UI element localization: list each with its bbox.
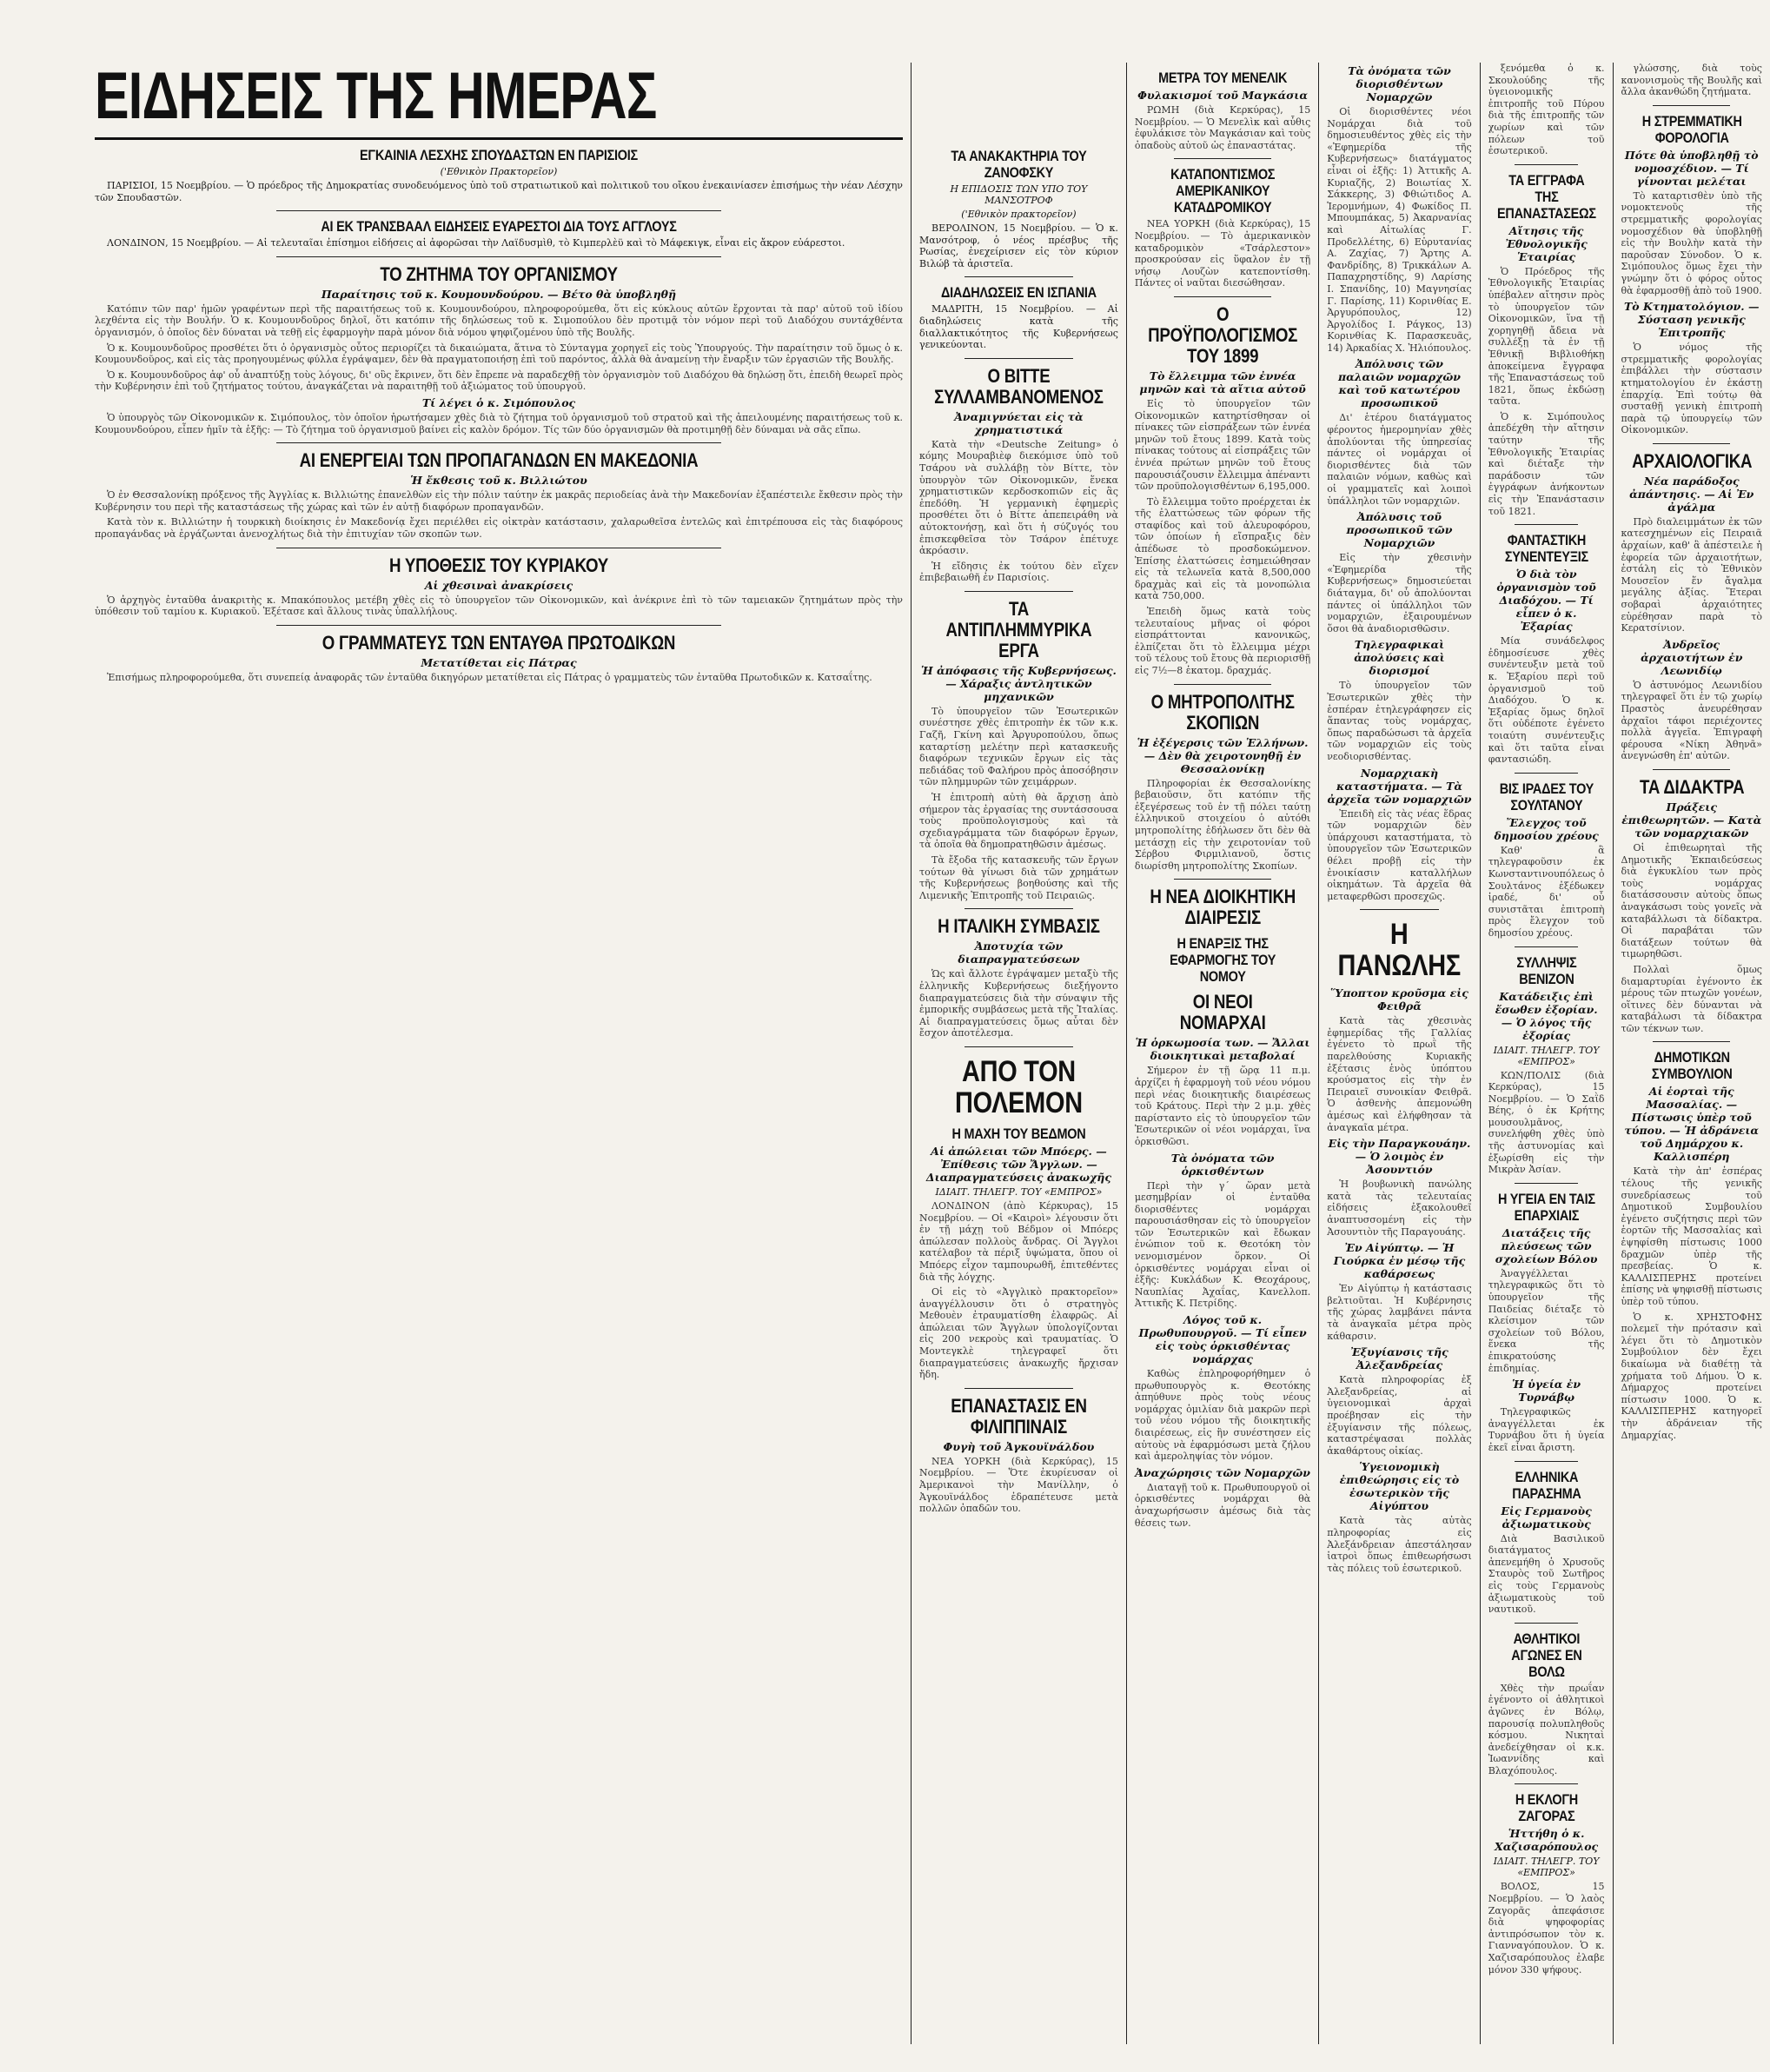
headline: Η ΜΑΧΗ ΤΟΥ ΒΕΔΜΟΝ: [951, 1125, 1086, 1142]
subheadline: Ἡ ἐξέγερσις τῶν Ἑλλήνων. — Δὲν θὰ χειροτονηθῇ ἐν Θεσσαλονίκῃ: [1137, 735, 1309, 775]
headline: ΑΠΟ ΤΟΝ ΠΟΛΕΜΟΝ: [955, 1054, 1083, 1119]
article-text: Ἡ εἴδησις ἐκ τούτου δὲν εἴχεν ἐπιβεβαιωθῆ ἐν Παρισίοις.: [919, 560, 1118, 584]
column-2: [912, 63, 1127, 2044]
column-3: [1127, 63, 1319, 2044]
headline: Ο ΜΗΤΡΟΠΟΛΙΤΗΣ ΣΚΟΠΙΩΝ: [1150, 690, 1295, 734]
article-text: Τὸ ὑπουργεῖον τῶν Ἐσωτερικῶν συνέστησε χθὲς ἐπιτροπὴν ἐκ τῶν κ.κ. Γαζῆ, Γκίνη καὶ Ἀργυροπούλου, ὅπως καταρτίσῃ μελέτην περὶ κατασκευῆς διαφόρων τεχνικῶν ἔργων εἰς τὰς πεδιάδας τοῦ Φαλήρου πρὸς ἀποσόβησιν τῶν πλημμυρῶν τῶν χειμάρρων.: [919, 705, 1118, 788]
subheadline: Ἡ ἀπόφασις τῆς Κυβερνήσεως. — Χάραξις ἀντλητικῶν μηχανικῶν: [920, 663, 1117, 703]
article-text: Ὁ κ. Κουμουνδοῦρος προσθέτει ὅτι ὁ ὀργανισμὸς οὗτος περιορίζει τὰ δικαιώματα, ἅτινα τὸ Σύνταγμα χορηγεῖ εἰς τοὺς Ὑπουργούς. Τὴν παραίτησιν τοῦ ὅμως ὁ κ. Κουμουνδοῦρος, καὶ εἰς τὰς προηγουμένως φύλλα ἐγράψαμεν, δὲν θὰ πραγματοποιήσῃ ἐπὶ τοῦ παρόντος, ἀλλὰ θὰ ἀναμείνῃ τὴν ἔναρξιν τῶν ἐργασιῶν τῆς Βουλῆς.: [95, 342, 903, 366]
divider: [1174, 879, 1270, 880]
article-text: γλώσσης, διὰ τοὺς κανονισμοὺς τῆς Βουλῆς καὶ ἄλλα ἀκανθώδη ζητήματα.: [1621, 63, 1762, 98]
subheadline: Φυλακισμοί τοῦ Μαγκάσια: [1137, 89, 1308, 102]
dispatch: ΛΟΝΔΙΝΟΝ, 15 Νοεμβρίου. — Αἱ τελευταῖαι ἐπίσημοι εἰδήσεις αἱ ἀφορῶσαι τὴν Λαϊδυσμὶθ, τὸ Κιμπερλὲϋ καὶ τὸ Μάφεκιγκ, εἶναι εἰς ἄκρον εὐάρεστοι.: [107, 237, 845, 249]
article-text: Διὰ Βασιλικοῦ διατάγματος ἀπενεμήθη ὁ Χρυσοῦς Σταυρὸς τοῦ Σωτῆρος εἰς τοὺς Γερμανοὺς ἀξιωματικοὺς τοῦ ναυτικοῦ.: [1488, 1532, 1605, 1616]
article-text: Κατὰ τὸν κ. Βιλλιώτην ἡ τουρκικὴ διοίκησις ἐν Μακεδονίᾳ ἔχει περιέλθει εἰς οἰκτρὰν κατάστασιν, χαλαρωθεῖσα ἐντελῶς καὶ ἐπιτρέπουσα εἰς τὰς διαφόρους προπαγάνδας νὰ ἐργάζωνται ἀνενοχλήτως διὰ τὴν ἐπιτυχίαν τῶν σκοπῶν των.: [95, 516, 903, 540]
divider: [1515, 1783, 1579, 1784]
divider: [1515, 1461, 1579, 1462]
subheadline: Αἱ ἑορταὶ τῆς Μασσαλίας. — Πίστωσις ὑπὲρ τοῦ τύπου. — Ἡ ἀδράνεια τοῦ Δημάρχου κ. Καλλισπέρη: [1624, 1085, 1760, 1164]
article-text: Τὸ ἔλλειμμα τοῦτο προέρχεται ἐκ τῆς ἐλαττώσεως τῶν φόρων τῆς σταφίδος καὶ τοῦ ἀλευροφόρου, τῶν ὁποίων ἡ εἴσπραξις δὲν ἀπέδωσε τὸ προσδοκώμενον. Ἐπίσης ἐλαττώσεις ἐσημειώθησαν εἰς τὰ τελωνεῖα κατὰ 8,500,000 δραχμὰς καὶ εἰς τὰ μονοπώλια κατὰ 750,000.: [1134, 495, 1311, 602]
subheadline: Ἡ ὑγεία ἐν Τυρνάβῳ: [1512, 1378, 1581, 1405]
divider: [1515, 164, 1579, 165]
subheadline: Πράξεις ἐπιθεωρητῶν. — Κατὰ τῶν νομαρχιακῶν: [1621, 800, 1762, 840]
article-text: Οἱ διορισθέντες νέοι Νομάρχαι διὰ τοῦ δημοσιευθέντος χθὲς εἰς τὴν «Ἐφημερίδα τῆς Κυβερνήσεως» διατάγματος εἶναι οἱ ἑξῆς: 1) Ἀττικῆς Α. Κυριαζῆς, 2) Βοιωτίας Χ. Σάκκερης, 3) Φθιώτιδος Α. Ἱερομνήμων, 4) Φωκίδος Π. Μπουμπάκας, 5) Ἀκαρνανίας καὶ Αἰτωλίας Γ. Προδελλέτης, 6) Εὐρυτανίας Α. Ζαχίας, 7) Ἄρτης Α. Φανδρίδης, 8) Τρικκάλων Α. Παπαχρηστίδης, 9) Λαρίσης Ι. Σπανίδης, 10) Μαγνησίας Γ. Παρίσης, 11) Κορινθίας Ε. Ἀργυρόπουλος, 12) Ἀργολίδος Ι. Ράγκος, 13) Κορινθίας Κ. Παρασκευᾶς, 14) Ἀρκαδίας Χ. Ἠλιόπουλος.: [1327, 106, 1472, 354]
article-text: Καθ' ἃ τηλεγραφοῦσιν ἐκ Κωνσταντινουπόλεως ὁ Σουλτάνος ἐξέδωκεν ἰραδέ, δι' οὗ συνιστᾶται ἐπιτροπὴ πρὸς ἔλεγχον τοῦ δημοσίου χρέους.: [1488, 844, 1605, 939]
subheadline: Τί λέγει ὁ κ. Σιμόπουλος: [421, 395, 576, 409]
headline: ΑΘΛΗΤΙΚΟΙ ΑΓΩΝΕΣ ΕΝ ΒΟΛΩ: [1510, 1630, 1582, 1680]
article-text: Χθὲς τὴν πρωΐαν ἐγένοντο οἱ ἀθλητικοὶ ἀγῶνες ἐν Βόλῳ, παρουσίᾳ πολυπληθοῦς κόσμου. Νικηταὶ ἀνεδείχθησαν οἱ κ.κ. Ἰωαννίδης καὶ Βλαχόπουλος.: [1488, 1682, 1605, 1776]
headline: ΤΟ ΖΗΤΗΜΑ ΤΟΥ ΟΡΓΑΝΙΣΜΟΥ: [380, 262, 618, 285]
article-text: Ὁ νόμος τῆς στρεμματικῆς φορολογίας ἐπιβάλλει τὴν σύστασιν κτηματολογίου ἐν ἑκάστῃ ἐπαρχίᾳ. Ἐπὶ τούτῳ θὰ συσταθῇ γενικὴ ἐπιτροπὴ παρὰ τῷ ὑπουργείῳ τῶν Οἰκονομικῶν.: [1621, 342, 1762, 436]
divider: [276, 442, 721, 443]
headline: ΑΙ ΕΝΕΡΓΕΙΑΙ ΤΩΝ ΠΡΟΠΑΓΑΝΔΩΝ ΕΝ ΜΑΚΕΔΟΝΙΑ: [299, 449, 699, 472]
subheadline: Ἡττήθη ὁ κ. Χαζισαρόπουλος: [1495, 1827, 1599, 1854]
article-text: Κατὰ τὰς χθεσινὰς ἐφημερίδας τῆς Γαλλίας ἐγένετο τὸ πρωῒ τῆς παρελθούσης Κυριακῆς ἐξέτασις ἑνὸς ὑπόπτου κρούσματος εἰς τὴν ἐν Πειραιεῖ συνοικίαν Φειθρᾶ. Ὁ ἀσθενὴς ἀπεμονώθη ἀμέσως καὶ ἐλήφθησαν τὰ ἀναγκαῖα μέτρα.: [1327, 1015, 1472, 1133]
headline: Η ΥΠΟΘΕΣΙΣ ΤΟΥ ΚΥΡΙΑΚΟΥ: [389, 554, 608, 576]
subheadline: Ἀνδρεῖος ἀρχαιοτήτων ἐν Λεωνιδίῳ: [1641, 637, 1743, 677]
article-text: ΛΟΝΔΙΝΟΝ (ἀπὸ Κέρκυρας), 15 Νοεμβρίου. — Οἱ «Καιροὶ» λέγουσιν ὅτι ἐν τῇ μάχῃ τοῦ Βέδμον οἱ Μπόερς ἀπώλεσαν πολλοὺς ἄνδρας. Οἱ Ἄγγλοι κατέλαβον τὰ πέριξ ὑψώματα, ὅπου οἱ Μπόερς εἶχον ταμπουρωθῆ, ἐπιτεθέντες διὰ τῆς λόγχης.: [919, 1199, 1118, 1283]
column-1: [87, 59, 912, 2044]
article-text: Ἡ βουβωνικὴ πανώλης κατὰ τὰς τελευταίας εἰδήσεις ἐξακολουθεῖ ἀναπτυσσομένη εἰς τὴν Ἀσουντιὸν τῆς Παραγουάης.: [1327, 1179, 1472, 1238]
divider: [1515, 1183, 1579, 1184]
article-text: ΝΕΑ ΥΟΡΚΗ (διὰ Κερκύρας), 15 Νοεμβρίου. — Ὅτε ἐκυρίευσαν οἱ Ἀμερικανοὶ τὴν Μανίλλην, ὁ Ἀγκουϊνάλδος ἐδραπέτευσε μετὰ πολλῶν ὀπαδῶν του.: [919, 1455, 1118, 1515]
article-text: ΝΕΑ ΥΟΡΚΗ (διὰ Κερκύρας), 15 Νοεμβρίου. — Τὸ ἀμερικανικὸν καταδρομικὸν «Τσάρλεστον» προσκρούσαν εἰς ὕφαλον ἐν τῇ νήσῳ Λουζὼν κατεποντίσθη. Πάντες οἱ ναῦται διεσώθησαν.: [1134, 218, 1311, 289]
subheadline: Τὸ ἔλλειμμα τῶν ἐννέα μηνῶν καὶ τὰ αἴτια αὐτοῦ: [1139, 369, 1306, 395]
subheadline: Αἱ χθεσιναὶ ἀνακρίσεις: [424, 578, 573, 592]
subheadline: Τὰ ὀνόματα τῶν ὁρκισθέντων: [1170, 1151, 1275, 1178]
subheadline: Ἀναμιγνύεται εἰς τὰ χρηματιστικά: [954, 409, 1084, 436]
headline: ΕΛΛΗΝΙΚΑ ΠΑΡΑΣΗΜΑ: [1511, 1468, 1581, 1502]
subheadline: Ὑγειονομικὴ ἐπιθεώρησις εἰς τὸ ἐσωτερικὸν τῆς Αἰγύπτου: [1339, 1460, 1460, 1513]
headline: Η ΠΑΝΩΛΗΣ: [1337, 918, 1462, 983]
column-5: [1481, 63, 1614, 2044]
column-6: [1614, 63, 1770, 2044]
headline: ΕΠΑΝΑΣΤΑΣΙΣ ΕΝ ΦΙΛΙΠΠΙΝΑΙΣ: [951, 1394, 1087, 1438]
article-text: Ὁ κ. ΧΡΗΣΤΟΦΗΣ πολεμεῖ τὴν πρότασιν καὶ λέγει ὅτι τὸ Δημοτικὸν Συμβούλιον δὲν ἔχει δικαίωμα νὰ διαθέτῃ τὰ χρήματα τοῦ Δήμου. Ὁ κ. Δήμαρχος προτείνει πίστωσιν 1000. Ὁ κ. ΚΑΛΛΙΣΠΕΡΗΣ κατηγορεῖ τὴν ἀδράνειαν τῆς Δημαρχίας.: [1621, 1311, 1762, 1441]
source-line: ('Εθνικὸν πρακτορεῖον): [961, 209, 1077, 220]
subheadline: Κατάδειξις ἐπὶ ἔσωθεν ἐξορίαν. — Ὁ λόγος τῆς ἐξορίας: [1495, 989, 1598, 1042]
article-text: Περὶ τὴν γ΄ ὥραν μετὰ μεσημβρίαν οἱ ἐνταῦθα διορισθέντες νομάρχαι παρουσιάσθησαν εἰς τὸ ὑπουργεῖον τῶν Ἐσωτερικῶν καὶ ἔδωκαν ἐνώπιον τοῦ κ. Θεοτόκη τὸν νενομισμένον ὅρκον. Οἱ ὁρκισθέντες νομάρχαι εἶναι οἱ ἑξῆς: Κυκλάδων Κ. Θεοχάρους, Ναυπλίας Ἀχαΐας, Κανελλοπ. Ἀττικῆς Κ. Πετρίδης.: [1134, 1179, 1311, 1310]
subheadline: Μετατίθεται εἰς Πάτρας: [421, 655, 577, 669]
column-4: [1319, 63, 1480, 2044]
article-text: Σήμερον ἐν τῇ ὥρᾳ 11 π.μ. ἀρχίζει ἡ ἐφαρμογὴ τοῦ νέου νόμου περὶ νέας διοικητικῆς διαιρέσεως τοῦ Κράτους. Περὶ τὴν 2 μ.μ. χθὲς παρίσταντο εἰς τὸ ὑπουργεῖον τῶν Ἐσωτερικῶν οἱ νέοι νομάρχαι, ἵνα ὁρκισθῶσι.: [1134, 1065, 1311, 1147]
headline: Η ΣΤΡΕΜΜΑΤΙΚΗ ΦΟΡΟΛΟΓΙΑ: [1641, 112, 1742, 146]
divider: [276, 625, 721, 626]
dispatch: ΠΑΡΙΣΙΟΙ, 15 Νοεμβρίου. — Ὁ πρόεδρος τῆς Δημοκρατίας συνοδευόμενος ὑπὸ τοῦ στρατιωτικοῦ καὶ πολιτικοῦ του οἴκου ἐνεκαινίασεν ἐπισήμως τὴν νέαν Λέσχην τῶν Σπουδαστῶν.: [95, 180, 903, 203]
subheadline: Πότε θὰ ὑποβληθῇ τὸ νομοσχέδιον. — Τί γίνονται μελέται: [1624, 148, 1759, 188]
article-text: ΒΟΛΟΣ, 15 Νοεμβρίου. — Ὁ λαὸς Ζαγορᾶς ἀπεφάσισε διὰ ψηφοφορίας ἀντιπρόσωπον τὸν κ. Γιανναγόπουλον. Ὁ κ. Χαζισαρόπουλος ἐλαβε μόνον 330 ψήφους.: [1488, 1881, 1605, 1976]
headline: Ο ΓΡΑΜΜΑΤΕΥΣ ΤΩΝ ΕΝΤΑΥΘΑ ΠΡΩΤΟΔΙΚΩΝ: [322, 631, 676, 654]
divider: [965, 276, 1074, 277]
divider: [1360, 909, 1440, 910]
article-text: Δι' ἑτέρου διατάγματος φέροντος ἡμερομηνίαν χθὲς ἀπολύονται τῆς ὑπηρεσίας πάντες οἱ νομάρχαι οἱ διορισθέντες διὰ τῶν παλαιῶν νόμων, καθὼς καὶ οἱ γραμματεῖς καὶ λοιποὶ ὑπάλληλοι τῶν νομαρχιῶν.: [1327, 412, 1472, 507]
dispatch: ΜΑΔΡΙΤΗ, 15 Νοεμβρίου. — Αἱ διαδηλώσεις κατὰ τῆς διαλλακτικότητος τῆς Κυβερνήσεως γενικεύονται.: [919, 303, 1118, 351]
article-text: Ὁ ὑπουργὸς τῶν Οἰκονομικῶν κ. Σιμόπουλος, τὸν ὁποῖον ἠρωτήσαμεν χθὲς διὰ τὸ ζήτημα τοῦ ὀργανισμοῦ τοῦ στρατοῦ καὶ τῆς ἀπειλουμένης παραιτήσεως τοῦ κ. Κουμουνδούρου, εἶπεν ἡμῖν τὰ ἑξῆς: — Τὸ ζήτημα τοῦ ὀργανισμοῦ βαίνει εἰς καλὸν δρόμον. Τίς τῶν δύο ὀργανισμῶν θὰ προτιμηθῇ δὲν δύναμαι νὰ σᾶς εἴπω.: [95, 411, 903, 435]
subheadline: Διατάξεις τῆς πλεύσεως τῶν σχολείων Βόλου: [1495, 1225, 1598, 1265]
subheadline: Λόγος τοῦ κ. Πρωθυπουργοῦ. — Τί εἶπεν εἰς τοὺς ὁρκισθέντας νομάρχας: [1138, 1313, 1307, 1366]
divider: [1515, 946, 1579, 947]
divider: [965, 591, 1074, 592]
headline: ΕΓΚΑΙΝΙΑ ΛΕΣΧΗΣ ΣΠΟΥΔΑΣΤΩΝ ΕΝ ΠΑΡΙΣΙΟΙΣ: [360, 147, 638, 163]
headline: ΔΗΜΟΤΙΚΩΝ ΣΥΜΒΟΥΛΙΟΝ: [1651, 1049, 1733, 1083]
headline: Ο ΒΙΤΤΕ ΣΥΛΛΑΜΒΑΝΟΜΕΝΟΣ: [934, 364, 1104, 408]
article-text: Ἐπειδὴ εἰς τὰς νέας ἕδρας τῶν νομαρχιῶν δὲν ὑπάρχουσι καταστήματα, τὸ ὑπουργεῖον τῶν Ἐσωτερικῶν θέλει προβῇ εἰς τὴν ἐνοικίασιν καταλλήλων οἰκημάτων. Τὰ ἀρχεῖα θὰ μεταφερθῶσι προσεχῶς.: [1327, 807, 1472, 902]
divider: [1515, 773, 1579, 774]
headline: Η ΕΝΑΡΞΙΣ ΤΗΣ ΕΦΑΡΜΟΓΗΣ ΤΟΥ ΝΟΜΟΥ: [1170, 935, 1276, 986]
divider: [276, 256, 721, 257]
subheadline: Παραίτησις τοῦ κ. Κουμουνδούρου. — Βέτο θὰ ὑποβληθῇ: [321, 287, 677, 301]
divider: [965, 908, 1074, 909]
subheadline: Τηλεγραφικαὶ ἀπολύσεις καὶ διορισμοί: [1354, 638, 1445, 678]
subheadline: Αἴτησις τῆς Ἐθνολογικῆς Ἑταιρίας: [1505, 223, 1588, 263]
headline: Η ΝΕΑ ΔΙΟΙΚΗΤΙΚΗ ΔΙΑΙΡΕΣΙΣ: [1150, 886, 1296, 929]
article-text: Ἀναγγέλλεται τηλεγραφικῶς ὅτι τὸ ὑπουργεῖον τῆς Παιδείας διέταξε τὸ κλείσιμον τῶν σχολείων τοῦ Βόλου, ἕνεκα τῆς ἐπικρατούσης ἐπιδημίας.: [1488, 1267, 1605, 1374]
masthead-spacer: [919, 63, 1118, 141]
divider: [1174, 684, 1270, 685]
article-text: Ὁ ἐν Θεσσαλονίκῃ πρόξενος τῆς Ἀγγλίας κ. Βιλλιώτης ἐπανελθὼν εἰς τὴν πόλιν ταύτην ἐκ μακρᾶς περιοδείας ἀνὰ τὴν Μακεδονίαν ἐξαπέστειλε ἔκθεσιν πρὸς τὴν Κυβέρνησιν του περὶ τῆς καταστάσεως τῆς χώρας καὶ τῶν ἐν αὐτῇ διαφόρων προπαγανδῶν.: [95, 489, 903, 513]
divider: [276, 210, 721, 211]
article-text: Ἐπειδὴ ὅμως κατὰ τοὺς τελευταίους μῆνας οἱ φόροι εἰσπράττονται κανονικῶς, ἐλπίζεται ὅτι τὸ ἔλλειμμα μέχρι τοῦ τέλους τοῦ ἔτους θὰ περιορισθῇ εἰς 7½—8 ἑκατομ. δραχμάς.: [1134, 606, 1311, 676]
masthead-title: ΕΙΔΗΣΕΙΣ ΤΗΣ ΗΜΕΡΑΣ: [95, 59, 657, 133]
divider: [965, 358, 1074, 359]
article-text: Εἰς τὴν χθεσινὴν «Ἐφημερίδα τῆς Κυβερνήσεως» δημοσιεύεται διάταγμα, δι' οὗ ἀπολύονται πάντες οἱ ὑπάλληλοι τῶν νομαρχιῶν, ἐξαιρουμένων ὅσοι θὰ ἀναδιορισθῶσιν.: [1327, 552, 1472, 634]
headline: Η ΙΤΑΛΙΚΗ ΣΥΜΒΑΣΙΣ: [938, 915, 1100, 938]
source-line: ('Εθνικὸν Πρακτορεῖον): [440, 166, 558, 177]
divider: [1653, 443, 1730, 444]
article-text: Οἱ εἰς τὸ «Ἀγγλικὸ πρακτορεῖον» ἀναγγέλλουσιν ὅτι ὁ στρατηγὸς Μεθουὲν ἐτραυματίσθη ἐλαφρῶς. Αἱ ἀπώλειαι τῶν Ἄγγλων ὑπολογίζονται εἰς 200 νεκροὺς καὶ τραυματίας. Ὁ Μοντεγκλὲ τηλεγραφεῖ ὅτι διαπραγματεύσεις ἀνακωχῆς ἤρχισαν ἤδη.: [919, 1286, 1118, 1381]
subheadline: Ἡ ἔκθεσις τοῦ κ. Βιλλιώτου: [410, 474, 587, 488]
headline: Η ΥΓΕΙΑ ΕΝ ΤΑΙΣ ΕΠΑΡΧΙΑΙΣ: [1497, 1190, 1595, 1224]
article-text: Ὁ ἀρχηγὸς ἐνταῦθα ἀνακριτὴς κ. Μπακόπουλος μετέβη χθὲς εἰς τὸ ὑπουργεῖον τῶν Οἰκονομικῶν, καὶ ἀνέκρινε ἐπὶ τὸ τῶν ταμειακῶν ζητημάτων πρὸς τὴν ὑπόθεσιν τοῦ ταμίου κ. Κυριακοῦ. Ἐξέτασε καὶ ἄλλους τινὰς ὑπαλλήλους.: [95, 594, 903, 618]
divider: [1174, 158, 1270, 159]
divider: [965, 1388, 1074, 1389]
headline: ΜΕΤΡΑ ΤΟΥ ΜΕΝΕΛΙΚ: [1158, 70, 1288, 86]
headline: ΤΑ ΕΓΓΡΑΦΑ ΤΗΣ ΕΠΑΝΑΣΤΑΣΕΩΣ: [1496, 171, 1596, 222]
subheadline: Ἐξυγίανσις τῆς Ἀλεξανδρείας: [1350, 1345, 1448, 1372]
article-text: Πολλαὶ ὅμως διαμαρτυρίαι ἐγένοντο ἐκ μέρους τῶν πτωχῶν γονέων, οἵτινες δὲν δύνανται νὰ καταβάλωσι τὰ δίδακτρα τῶν τέκνων των.: [1621, 963, 1762, 1034]
article-text: Ὁ ἀστυνόμος Λεωνιδίου τηλεγραφεῖ ὅτι ἐν τῷ χωρίῳ Πραστὸς ἀνευρέθησαν ἀρχαῖοι τάφοι περιέχοντες πολλὰ ἀγγεῖα. Ἐπιγραφὴ φέρουσα «Νίκη Ἀθηνᾶ» ἀνεγνώσθη ἐπ' αὐτῶν.: [1621, 679, 1762, 762]
subheadline: Εἰς Γερμανοὺς ἀξιωματικοὺς: [1501, 1504, 1592, 1531]
divider: [1653, 769, 1730, 770]
subheadline: Νομαρχιακὴ καταστήματα. — Τὰ ἀρχεῖα τῶν νομαρχιῶν: [1327, 766, 1472, 806]
dispatch: ΒΕΡΟΛΙΝΟΝ, 15 Νοεμβρίου. — Ὁ κ. Μανσότροφ, ὁ νέος πρέσβυς τῆς Ρωσίας, ἐνεχείρισεν εἰς τὸν κύριον Βιλώβ τὰ ἀριστεῖα.: [919, 222, 1118, 269]
headline: ΤΑ ΑΝΤΙΠΛΗΜΜΥΡΙΚΑ ΕΡΓΑ: [945, 597, 1092, 661]
article-text: Πρὸ διαλειμμάτων ἐκ τῶν κατεσχημένων εἰς Πειραιᾶ ἀρχαίων, καθ' ἃ ἀπέστειλε ἡ ἐφορεία τῶν ἀρχαιοτήτων, ἐστάλη εἰς τὸ Ἐθνικὸν Μουσεῖον ἕν ἄγαλμα μεγάλης ἀξίας. Ἕτεραι σοβαραὶ ἀρχαιότητες εὑρέθησαν παρὰ τὸ Κερατσίνιον.: [1621, 515, 1762, 634]
article-text: Ἐν Αἰγύπτῳ ἡ κατάστασις βελτιοῦται. Ἡ Κυβέρνησις τῆς χώρας λαμβάνει πάντα τὰ ἀναγκαῖα μέτρα πρὸς κάθαρσιν.: [1327, 1283, 1472, 1342]
headline: ΒΙΣ ΙΡΑΔΕΣ ΤΟΥ ΣΟΥΛΤΑΝΟΥ: [1499, 780, 1594, 814]
columns: [87, 59, 1762, 2044]
subheadline: Εἰς τὴν Παραγκουάην. — Ὁ λοιμὸς ἐν Ἀσουντιόν: [1328, 1137, 1471, 1177]
article-text: Οἱ ἐπιθεωρηταὶ τῆς Δημοτικῆς Ἐκπαιδεύσεως διὰ ἐγκυκλίου των πρὸς τοὺς νομάρχας διατάσσουσιν αὐτοὺς ὅπως ἀναγκάσωσι τοὺς γονεῖς νὰ καταβάλλωσι τὰ δίδακτρα. Οἱ παραβάται τῶν διατάξεων τούτων θὰ τιμωρηθῶσι.: [1621, 841, 1762, 960]
article-text: Κατὰ τὴν ἀπ' ἑσπέρας τέλους τῆς γενικῆς συνεδρίασεως τοῦ Δημοτικοῦ Συμβουλίου ἐγένετο συζήτησις περὶ τῶν ἑορτῶν τῆς Μασσαλίας καὶ ἐψηφίσθη πίστωσις 1000 δραχμῶν ὑπὲρ τῆς πρεσβείας. Ὁ κ. ΚΑΛΛΙΣΠΕΡΗΣ προτείνει ἐπίσης νὰ ψηφισθῇ πίστωσις ὑπὲρ τοῦ τύπου.: [1621, 1166, 1762, 1307]
subheadline: Ὁ διὰ τὸν ὀργανισμὸν τοῦ Διαδόχου. — Τί εἶπεν ὁ κ. Ἐξαρίας: [1496, 568, 1596, 634]
source-line: ΙΔΙΑΙΤ. ΤΗΛΕΓΡ. ΤΟΥ «ΕΜΠΡΟΣ»: [935, 1185, 1103, 1198]
article-text: Πληροφορίαι ἐκ Θεσσαλονίκης βεβαιοῦσιν, ὅτι κατόπιν τῆς ἐξεγέρσεως τοῦ ἐν τῇ πόλει ταύτῃ ἑλληνικοῦ στοιχείου ὁ αὐτόθι μητροπολίτης ἐδήλωσεν ὅτι δὲν θὰ μετάσχῃ εἰς τὴν χειροτονίαν τοῦ Σέρβου Φιρμιλιανοῦ, ὅστις διωρίσθη μητροπολίτης Σκοπίων.: [1134, 777, 1311, 872]
divider: [1653, 105, 1730, 106]
source-line: ΙΔΙΑΙΤ. ΤΗΛΕΓΡ. ΤΟΥ «ΕΜΠΡΟΣ»: [1493, 1044, 1600, 1067]
subheadline: Ἀναχώρησις τῶν Νομαρχῶν: [1135, 1465, 1310, 1479]
subheadline: Ἀπόλυσις τοῦ προσωπικοῦ τῶν Νομαρχιῶν: [1346, 510, 1453, 550]
masthead-area: [95, 59, 903, 140]
source-line: ΙΔΙΑΙΤ. ΤΗΛΕΓΡ. ΤΟΥ «ΕΜΠΡΟΣ»: [1493, 1856, 1600, 1879]
subheadline: Φυγὴ τοῦ Ἀγκουϊνάλδου: [943, 1439, 1095, 1453]
article-text: Τὸ καταρτισθὲν ὑπὸ τῆς νομοκτενοῦς τῆς στρεμματικῆς φορολογίας νομοσχέδιον θὰ ὑποβληθῇ εἰς τὴν Βουλὴν κατὰ τὴν παροῦσαν Σύνοδον. Ὁ κ. Σιμόπουλος ὅμως ἔχει τὴν γνώμην ὅτι ὁ φόρος οὗτος θὰ ἐφαρμοσθῇ ἀπὸ τοῦ 1900.: [1621, 189, 1762, 296]
subheadline: Ἀποτυχία τῶν διαπραγματεύσεων: [958, 940, 1080, 966]
article-text: Κατόπιν τῶν παρ' ἡμῶν γραφέντων περὶ τῆς παραιτήσεως τοῦ κ. Κουμουνδούρου, πληροφορούμεθα, ὅτι εἰς κύκλους αὐτῶν ἔρχονται τὰ παρ' αὐτοῦ τοῦ ἰδίου λεχθέντα εἰς τὴν Βουλήν. Ὁ κ. Κουμουνδοῦρος δηλοῖ, ὅτι κατόπιν τῆς δηλώσεως τοῦ κ. Σιμοπούλου δὲν προτιμᾷ τὸν νόμον περὶ τοῦ Διαδόχου συντάχθέντα ὀργανισμόν, ὁ ὁποῖος δὲν δύναται νὰ τεθῇ εἰς ἐφαρμογὴν παρὰ μόνον διὰ νόμου ψηφιζομένου ὑπὸ τῆς Βουλῆς.: [95, 302, 903, 338]
article-text: Τὰ ἔξοδα τῆς κατασκευῆς τῶν ἔργων τούτων θὰ γίνωσι διὰ τῶν χρημάτων τῆς Κυβερνήσεως βοηθούσης καὶ τῆς Λιμενικῆς Ἐπιτροπῆς τοῦ Πειραιῶς.: [919, 854, 1118, 901]
headline: Η ΕΚΛΟΓΗ ΖΑΓΟΡΑΣ: [1515, 1791, 1578, 1825]
subheadline: Τὸ Κτηματολόγιον. — Σύσταση γενικῆς Ἐπιτροπῆς: [1623, 300, 1760, 340]
divider: [1174, 296, 1270, 297]
headline: Ο ΠΡΟΫΠΟΛΟΓΙΣΜΟΣ ΤΟΥ 1899: [1148, 302, 1298, 367]
article-text: Τὸ ὑπουργεῖον τῶν Ἐσωτερικῶν χθὲς τὴν ἑσπέραν ἐτηλεγράφησεν εἰς ἅπαντας τοὺς νομάρχας, ὅπως παραδώσωσι τὰ ἀρχεῖα τῶν νομαρχιῶν εἰς τοὺς νεοδιορισθέντας.: [1327, 680, 1472, 762]
subheadline: Τὰ ὀνόματα τῶν διορισθέντων Νομαρχῶν: [1348, 64, 1451, 103]
article-text: Ὁ Πρόεδρος τῆς Ἐθνολογικῆς Ἑταιρίας ὑπέβαλεν αἴτησιν πρὸς τὸ ὑπουργεῖον τῶν Οἰκονομικῶν, ἵνα τῇ χορηγηθῇ ἄδεια νὰ συλλέξῃ τὰ ἐν τῇ Ἐθνικῇ Βιβλιοθήκῃ ἀποκείμενα ἔγγραφα τῆς Ἐπαναστάσεως τοῦ 1821, ὅπως ἐκδώσῃ ταῦτα.: [1488, 265, 1605, 408]
article-text: Μία συνάδελφος ἐδημοσίευσε χθὲς συνέντευξιν μετὰ τοῦ κ. Ἐξαρίου περὶ τοῦ ὀργανισμοῦ τοῦ Διαδόχου. Ὁ κ. Ἐξαρίας ὅμως δηλοῖ ὅτι οὐδέποτε ἐγένετο τοιαύτη συνέντευξις καὶ ὅτι ταῦτα εἶναι φαντασιώδη.: [1488, 635, 1605, 766]
article-text: Ἡ ἐπιτροπὴ αὐτὴ θὰ ἄρχισῃ ἀπὸ σήμερον τὰς ἐργασίας της συντάσσουσα τοὺς προϋπολογισμοὺς καὶ τὰ σχεδιαγράμματα τῶν διαφόρων ἔργων, τὰ ὁποῖα θὰ δημοπρατηθῶσιν ἀμέσως.: [919, 792, 1118, 851]
article-text: Εἰς τὸ ὑπουργεῖον τῶν Οἰκονομικῶν κατηρτίσθησαν οἱ πίνακες τῶν εἰσπράξεων τῶν ἐννέα μηνῶν τοῦ ἔτους 1899. Κατὰ τοὺς πίνακας τούτους αἱ εἰσπράξεις τῶν ἐννέα πρώτων μηνῶν τοῦ ἔτους παρουσιάζουσιν ἔλλειμμα ἀπέναντι τῶν προϋπολογισθέντων 6,195,000.: [1134, 397, 1311, 493]
article-text: Κατὰ τὰς αὐτὰς πληροφορίας εἰς Ἀλεξάνδρειαν ἀπεστάλησαν ἰατροὶ ὅπως ἐπιθεωρήσωσι τὰς πόλεις τοῦ ἐσωτερικοῦ.: [1327, 1515, 1472, 1574]
divider: [1515, 1623, 1579, 1624]
subheadline: Ἀπόλυσις τῶν παλαιῶν νομαρχῶν καὶ τοῦ κατωτέρου προσωπικοῦ: [1337, 357, 1461, 410]
article-text: Διαταγῇ τοῦ κ. Πρωθυπουργοῦ οἱ ὁρκισθέντες νομάρχαι θὰ ἀναχωρήσωσιν ἀμέσως διὰ τὰς θέσεις των.: [1134, 1481, 1311, 1529]
subheadline: Ἔλεγχος τοῦ δημοσίου χρέους: [1494, 815, 1599, 842]
article-text: Τηλεγραφικῶς ἀναγγέλλεται ἐκ Τυρνάβου ὅτι ἡ ὑγεία ἐκεῖ εἶναι ἄριστη.: [1488, 1406, 1605, 1453]
article-text: Ὁ κ. Κουμουνδοῦρος ἀφ' οὗ ἀναπτύξῃ τοὺς λόγους, δι' οὓς ἔκρινεν, ὅτι δὲν ἔπρεπε νὰ παραδεχθῇ τὸν ὀργανισμὸν τοῦ Διαδόχου θὰ δηλώσῃ ὅτι, ἐπειδὴ θεωρεῖ πρὸς τὴν Κυβέρνησιν ἐπὶ τοῦ ζητήματος τούτου, ἀναγκάζεται νὰ παραιτηθῇ τοῦ ἀξιώματος τοῦ ὑπουργοῦ.: [95, 369, 903, 393]
divider: [1515, 524, 1579, 525]
divider: [1653, 1041, 1730, 1042]
subheadline: Ὕποπτον κροῦσμα εἰς Φειθρᾶ: [1330, 986, 1468, 1013]
article-text: Καθὼς ἐπληροφορήθημεν ὁ πρωθυπουργὸς κ. Θεοτόκης ἀπηύθυνε πρὸς τοὺς νέους νομάρχας ὁμιλίαν διὰ μακρῶν περὶ τοῦ νέου νόμου τῆς διοικητικῆς διαιρέσεως, εἰς ἣν συνέστησεν εἰς αὐτοὺς νὰ ἐφαρμόσωσι μετὰ ζήλου καὶ ἀμεροληψίας τὸν νόμον.: [1134, 1368, 1311, 1463]
headline: ΔΙΑΔΗΛΩΣΕΙΣ ΕΝ ΙΣΠΑΝΙΑ: [941, 284, 1097, 302]
headline: ΤΑ ΔΙΔΑΚΤΡΑ: [1639, 775, 1744, 798]
subtitle: Η ΕΠΙΔΟΣΙΣ ΤΩΝ ΥΠΟ ΤΟΥ ΜΑΝΣΟΤΡΟΦ: [950, 183, 1088, 206]
article-text: ΚΩΝ/ΠΟΛΙΣ (διὰ Κερκύρας), 15 Νοεμβρίου. — Ὁ Σαῒδ Βέης, ὁ ἐκ Κρήτης μουσουλμᾶνος, συνελήφθη χθὲς ὑπὸ τῆς ἀστυνομίας καὶ ἐξωρίσθη εἰς τὴν Μικρὰν Ἀσίαν.: [1488, 1069, 1605, 1176]
article-text: ΡΩΜΗ (διὰ Κερκύρας), 15 Νοεμβρίου. — Ὁ Μενελὶκ καὶ αὖθις ἐφυλάκισε τὸν Μαγκάσιαν καὶ τοὺς ὀπαδοὺς αὐτοῦ ὡς ἐπαναστάτας.: [1134, 104, 1311, 151]
article-text: Ὁ κ. Σιμόπουλος ἀπεδέχθη τὴν αἴτησιν ταύτην τῆς Ἐθνολογικῆς Ἑταιρίας καὶ διέταξε τὴν παράδοσιν τῶν ἐγγράφων ἀνήκοντων εἰς τὴν Ἐπανάστασιν τοῦ 1821.: [1488, 410, 1605, 517]
article-text: ξενόμεθα ὁ κ. Σκουλούδης τῆς ὑγειονομικῆς ἐπιτροπῆς τοῦ Πύρου διὰ τῆς ἐπιτροπῆς τῶν χωρίων καὶ τῶν πόλεων τοῦ ἐσωτερικοῦ.: [1488, 63, 1605, 157]
headline: ΚΑΤΑΠΟΝΤΙΣΜΟΣ ΑΜΕΡΙΚΑΝΙΚΟΥ ΚΑΤΑΔΡΟΜΙΚΟΥ: [1170, 166, 1276, 216]
article-text: Κατὰ τὴν «Deutsche Zeitung» ὁ κόμης Μουραβιὲφ διεκόμισε ὑπὸ τοῦ Τσάρου νὰ συλλάβῃ τὸν Βίττε, τὸν ὑπουργὸν τῶν Οἰκονομικῶν, ἕνεκα χρηματιστικῶν κερδοσκοπιῶν εἰς ἃς ἐπεδόθη. Ἡ γερμανικὴ ἐφημερὶς προσθέτει ὅτι ὁ Βίττε ἀπεπειράθη νὰ αὐτοκτονήσῃ, καὶ ὅτι ἡ σύζυγός του ἐπισκεφθεῖσα τὸν Τσάρον ἐπέτυχε ἀκρόασιν.: [919, 438, 1118, 557]
article-text: Κατὰ πληροφορίας ἐξ Ἀλεξανδρείας, αἱ ὑγειονομικαὶ ἀρχαὶ προέβησαν εἰς τὴν ἐξυγίανσιν τῆς πόλεως, καταστρέψασαι πολλὰς ἀκαθάρτους οἰκίας.: [1327, 1374, 1472, 1457]
subheadline: Νέα παράδοξος ἀπάντησις. — Αἱ Ἐν ἀγάλμα: [1629, 474, 1754, 514]
divider: [965, 1046, 1074, 1047]
article-text: Ὡς καὶ ἄλλοτε ἐγράψαμεν μεταξὺ τῆς ἑλληνικῆς Κυβερνήσεως διεξήγοντο διαπραγματεύσεις διὰ τὴν σύναψιν τῆς ἐμπορικῆς συμβάσεως μετὰ τῆς Ἰταλίας. Αἱ διαπραγματεύσεις ὅμως αὗται δὲν ἔσχον ἀποτέλεσμα.: [919, 968, 1118, 1039]
subheadline: Αἱ ἀπώλειαι τῶν Μπόερς. — Ἐπίθεσις τῶν Ἄγγλων. — Διαπραγματεύσεις ἀνακωχῆς: [925, 1144, 1111, 1184]
headline: ΣΥΛΛΗΨΙΣ ΒΕΝΙΖΟΝ: [1516, 953, 1577, 987]
headline: ΤΑ ΑΝΑΚΑΚΤΗΡΙΑ ΤΟΥ ΖΑΝΟΦΣΚΥ: [951, 148, 1087, 181]
subheadline: Ἐν Αἰγύπτῳ. — Ἡ Γιούρκα ἐν μέσῳ τῆς καθάρσεως: [1333, 1241, 1466, 1281]
subheadline: Ἡ ὁρκωμοσία των. — Ἄλλαι διοικητικαὶ μεταβολαί: [1135, 1036, 1310, 1063]
headline: ΟΙ ΝΕΟΙ ΝΟΜΑΡΧΑΙ: [1179, 991, 1266, 1034]
headline: ΑΡΧΑΙΟΛΟΓΙΚΑ: [1631, 449, 1752, 472]
headline: ΦΑΝΤΑΣΤΙΚΗ ΣΥΝΕΝΤΕΥΞΙΣ: [1504, 532, 1588, 566]
headline: ΑΙ ΕΚ ΤΡΑΝΣΒΑΑΛ ΕΙΔΗΣΕΙΣ ΕΥΑΡΕΣΤΟΙ ΔΙΑ ΤΟΥΣ ΑΓΓΛΟΥΣ: [321, 218, 677, 236]
article-text: Ἐπισήμως πληροφορούμεθα, ὅτι συνεπείᾳ ἀναφορᾶς τῶν ἐνταῦθα δικηγόρων μετατίθεται εἰς Πάτρας ὁ γραμματεὺς τῶν ἐνταῦθα Πρωτοδικῶν κ. Κατσαΐτης.: [107, 671, 872, 683]
